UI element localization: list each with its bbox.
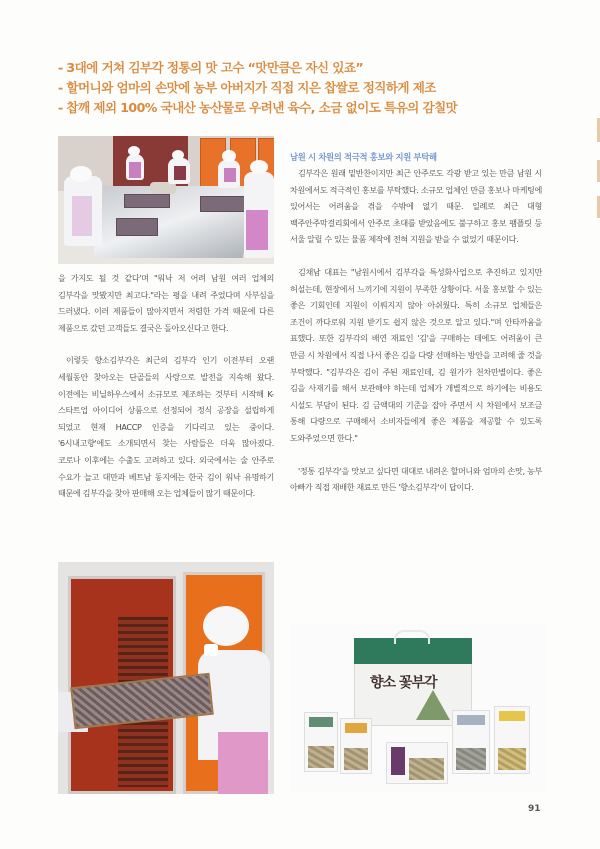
photo-oven [58,562,274,794]
highlight-line: - 할머니와 엄마의 손맛에 농부 아버지가 직접 지은 찹쌀로 정직하게 제조 [58,80,436,95]
section-subheading: 남원 시 차원의 적극적 홍보와 지원 부탁해 [290,152,437,162]
highlights-block [58,58,558,118]
left-column [58,136,274,502]
product-bag-title: 향소 꽃부각 [370,675,437,691]
photo-product-set [290,624,546,792]
paragraph: 김부각은 원래 밑반찬이지만 최근 안주로도 각광 받고 있는 만큼 남원 시 차원에서도 적극적인 홍보를 부탁했다. 소규모 업체인 만큼 홍보나 마케팅에 있어서는 어려움을 겪을 수밖에 없기 때문. 일례로 최근 대형 백주안주막걸리회에서 안주로 초대를 받았음에도 불구하고 홍보 팸플릿 등 서울 알릴 수 있는 물품 제작에 전혀 지원을 받을 수 없었기 때문이다. [290,168,542,245]
highlight-line: - 3대에 거쳐 김부각 정통의 맛 고수 “맛만큼은 자신 있죠” [58,60,364,75]
right-body-text [290,165,542,496]
page-number: 91 [528,804,541,814]
paragraph: 이렇듯 향소김부각은 최근의 김부각 인기 이전부터 오랜 세월동안 찾아오는 단골들의 사랑으로 발전을 지속해 왔다. 이전에는 비닐하우스에서 소규모로 제조하는 것부터 시작해 K-스타트업 아이디어 상품으로 선정되어 정식 공장을 설립하게 되었고 현재 HACCP 인증을 기다리고 있는 중이다. '6시내고향'에도 소개되면서 찾는 사람들은 더욱 많아졌다. 코로나 이후에는 수출도 고려하고 있다. 외국에서는 술 안주로 수요가 늘고 대만과 베트남 동지에는 한국 김이 워낙 유명하기 때문에 김부각을 찾아 판매해 오는 업체들이 많기 때문이다. [58,355,274,499]
left-body-text [58,270,274,502]
right-column [290,136,542,496]
photo-workroom [58,136,274,264]
paragraph: 을 가지도 될 것 같다'며 "워낙 저 어려 남원 여러 업체의 김부각을 맛봤지만 최고다."라는 평을 내려 주었다며 사부심을 드러냈다. 이러 제품들이 많아지면서 저렴한 가격 때문에 다른 제품으로 갔던 고객들도 결국은 돌아오신다고 한다. [58,273,274,333]
highlight-line: - 찹깨 제외 100% 국내산 농산물로 우려낸 육수, 소금 없이도 특유의 감칠맛 [58,100,458,115]
paragraph: 김채남 대표는 "남원시에서 김부각을 특성화사업으로 추진하고 있지만 허설는데, 현장에서 느끼기에 지원이 부족한 상황이다. 서울 홍보할 수 있는 좋은 기회인데 지원이 이뤄지지 않아 아쉬웠다. 특히 소규모 업체들은 조건이 까다로워 지원 받기도 쉽지 않은 것으로 알고 있다."며 안타까움을 표했다. 또한 김부각의 배연 재료인 '김'을 구매하는 데에도 어려움이 큰 만큼 시 차원에서 직접 나서 좋은 김을 다량 선매하는 방안을 고려해 줄 것을 부탁했다. "김부각은 김이 주된 재료인데, 김 원가가 천차만별이다. 좋은 김을 사재기를 해서 보관해야 하는데 업체가 개별적으로 하기에는 비용도 시설도 부담이 된다. 김 금액대의 기준을 잡아 주면서 시 차원에서 보조금 통해 다량으로 구매해서 소비자들에게 좋은 제품을 제공할 수 있도록 도와주었으면 한다." [290,266,542,443]
paragraph: '정통 김부각'을 맛보고 싶다면 대대로 내려온 할머니와 엄마의 손맛, 농부 아빠가 직접 재배한 재료로 만든 '향소김부각'이 답이다. [290,465,542,493]
